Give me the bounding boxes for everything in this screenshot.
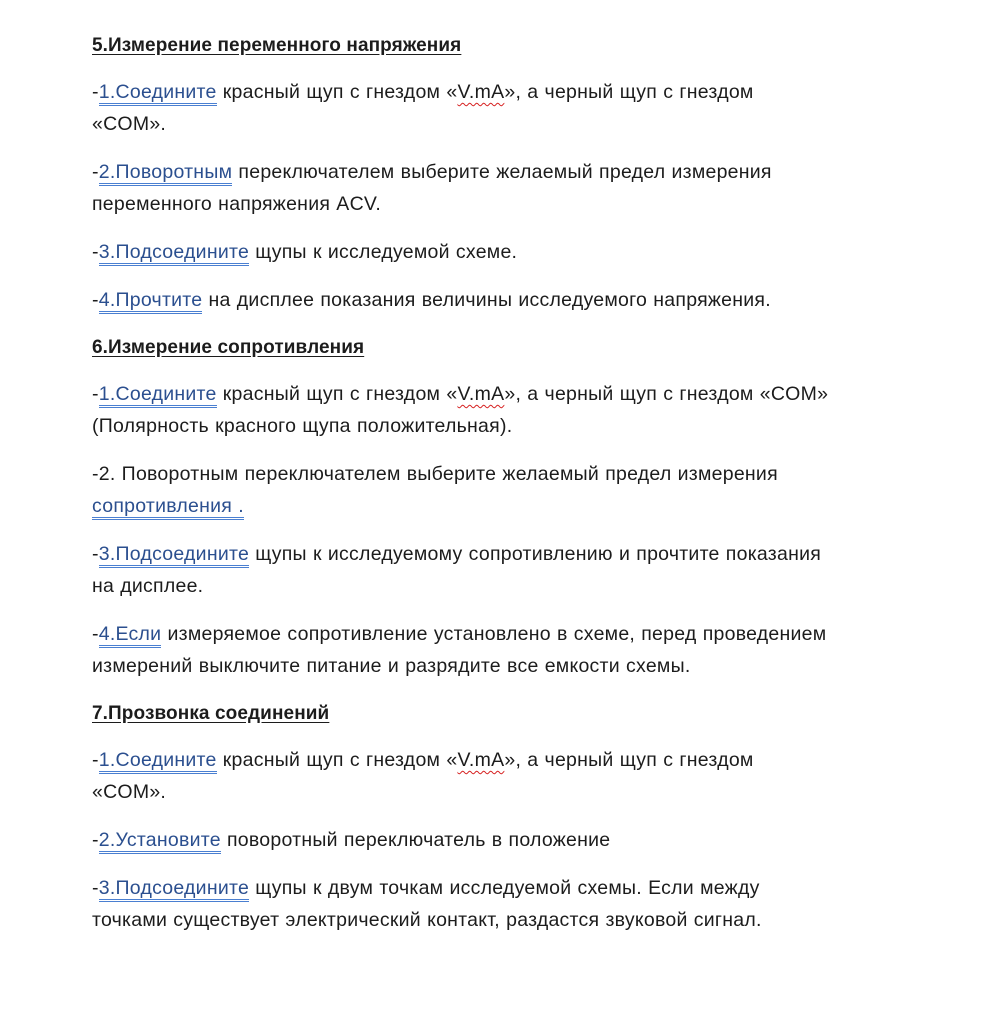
step-link: 4.Если — [99, 623, 162, 648]
step-link: 1.Соедините — [99, 383, 217, 408]
spellcheck-word: V.mA — [457, 749, 505, 771]
section-heading-ac-voltage: 5.Измерение переменного напряжения — [92, 35, 462, 56]
step-7-1: -1.Соедините красный щуп с гнездом «V.mA», а черный щуп с гнездом «COM». — [92, 749, 754, 803]
step-5-1: -1.Соедините красный щуп с гнездом «V.mA», а черный щуп с гнездом «COM». — [92, 81, 754, 135]
step-link: 1.Соедините — [99, 81, 217, 106]
step-6-4: -4.Если измеряемое сопротивление установлено в схеме, перед проведением измерений выключите питание и разрядите все емкости схемы. — [92, 623, 827, 677]
step-6-2: -2. Поворотным переключателем выберите желаемый предел измерения сопротивления . — [92, 458, 952, 522]
step-7-2: -2.Установите поворотный переключатель в положение — [92, 824, 952, 856]
step-5-2: -2.Поворотным переключателем выберите желаемый предел измерения переменного напряжения ACV. — [92, 161, 772, 215]
section-heading-continuity: 7.Прозвонка соединений — [92, 703, 330, 724]
step-link: 1.Соедините — [99, 749, 217, 774]
step-link: 2.Поворотным — [99, 161, 233, 186]
spellcheck-word: V.mA — [457, 383, 505, 405]
step-7-3: -3.Подсоедините щупы к двум точкам исследуемой схемы. Если между точками существует электрический контакт, раздастся звуковой сигнал. — [92, 877, 762, 931]
section-heading-resistance: 6.Измерение сопротивления — [92, 337, 365, 358]
step-6-3: -3.Подсоедините щупы к исследуемому сопротивлению и прочтите показания на дисплее. — [92, 543, 822, 597]
spellcheck-word: V.mA — [457, 81, 505, 103]
step-link: 3.Подсоедините — [99, 877, 249, 902]
step-link: 3.Подсоедините — [99, 241, 249, 266]
step-link: сопротивления . — [92, 495, 244, 520]
step-link: 4.Прочтите — [99, 289, 203, 314]
document-page — [92, 30, 952, 936]
step-link: 2.Установите — [99, 829, 221, 854]
step-link: 3.Подсоедините — [99, 543, 249, 568]
step-5-4: -4.Прочтите на дисплее показания величины исследуемого напряжения. — [92, 284, 952, 316]
step-5-3: -3.Подсоедините щупы к исследуемой схеме. — [92, 236, 952, 268]
step-6-1: -1.Соедините красный щуп с гнездом «V.mA», а черный щуп с гнездом «COM» (Полярность красного щупа положительная). — [92, 383, 829, 437]
